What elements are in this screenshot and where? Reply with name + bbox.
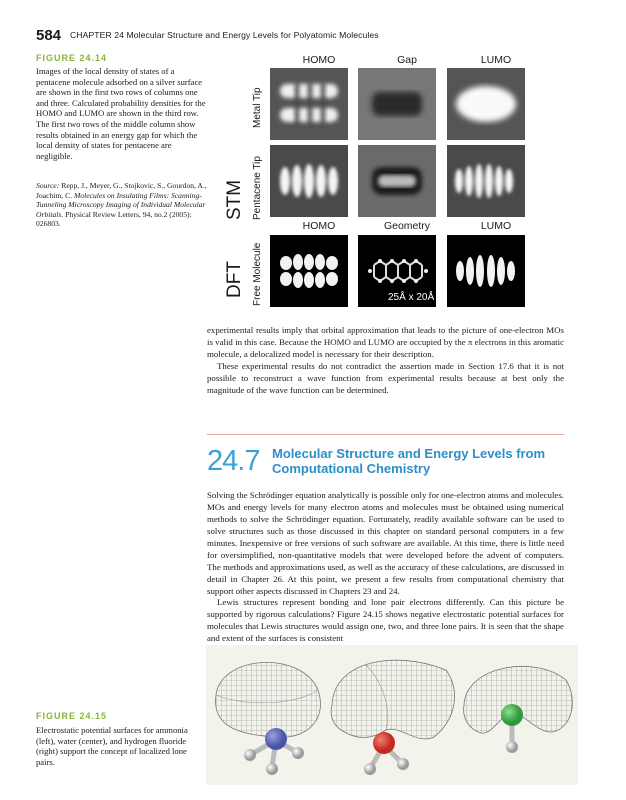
page-number: 584 <box>36 27 62 44</box>
dft-lumo-image <box>447 235 525 307</box>
stm-label: STM <box>224 179 245 220</box>
fluorine-atom <box>501 704 523 726</box>
dft-header-homo: HOMO <box>302 220 336 232</box>
stm-dft-figure <box>210 50 570 310</box>
ammonia-surface <box>216 662 321 737</box>
stm-metal-gap-image <box>358 68 436 140</box>
row-label-metal-tip: Metal Tip <box>252 87 263 128</box>
section-title: Molecular Structure and Energy Levels from Computational Chemistry <box>272 446 546 476</box>
source-title: Molecules on Insulating Films: Scanning-Tunneling Microscopy Imaging of Individual Molecular Orbitals. <box>36 190 206 219</box>
stm-pentacene-homo-image <box>270 145 348 217</box>
electrostatic-potential-figure <box>206 645 578 785</box>
paragraph-1: experimental results imply that orbital approximation that leads to the picture of one-electron MOs is valid in this case. Because the HOMO and LUMO are occupied by the π electrons in this aromatic molecule, a delocalized model is necessary for their description. <box>207 325 564 359</box>
source-label: Source: <box>36 181 60 190</box>
figure-24-15-caption: Electrostatic potential surfaces for ammonia (left), water (center), and hydrogen fluoride (right) support the concept of localized lone pairs. <box>36 725 188 767</box>
dft-homo-image <box>270 235 348 307</box>
running-head: CHAPTER 24 Molecular Structure and Energy Levels for Polyatomic Molecules <box>70 30 379 40</box>
paragraph-2: These experimental results do not contradict the assertion made in Section 17.6 that it is not possible to reconstruct a wave function from experimental results because at best only the magnitude of the wave function can be determined. <box>207 361 564 395</box>
stm-header-gap: Gap <box>397 54 417 66</box>
dft-label: DFT <box>224 261 245 298</box>
stm-header-homo: HOMO <box>302 54 336 66</box>
stm-pentacene-gap-image <box>358 145 436 217</box>
figure-24-14-label: FIGURE 24.14 <box>36 53 108 63</box>
figure-24-14-source <box>36 181 208 229</box>
stm-header-lumo: LUMO <box>480 54 512 66</box>
stm-metal-lumo-image <box>447 68 525 140</box>
row-label-free-molecule: Free Molecule <box>252 242 263 306</box>
source-authors: Repp, J., Meyer, G., Stojkovic, S., Gourdon, A., Joachim, C. <box>36 181 207 200</box>
stm-pentacene-lumo-image <box>447 145 525 217</box>
paragraph-3: Solving the Schrödinger equation analytically is possible only for one-electron atoms and molecules. MOs and energy levels for many electron atoms and molecules must be obtained using numerical methods to solve the Schrödinger equation. Fortunately, readily available software can be used to solve structures such as those discussed in this chapter on standard personal computers in a few minutes. Inexpensive or free versions of such software are available. At this time, there is little need for oversimplified, non-quantitative models that were developed before the advent of computers. The methods and approximations used, as well as the accuracy of these calculations, are discussed in detail in Chapter 26. At this point, we present a few results from computational chemistry that support other aspects discussed in Chapters 23 and 24. <box>207 490 564 596</box>
water-surface <box>331 660 454 739</box>
row-label-pentacene-tip: Pentacene Tip <box>252 156 263 220</box>
dft-header-geometry: Geometry <box>383 220 431 232</box>
nitrogen-atom <box>265 728 287 750</box>
source-journal: Physical Review Letters, 94, no.2 (2005): 026803. <box>36 209 192 229</box>
oxygen-atom <box>373 732 395 754</box>
paragraph-4: Lewis structures represent bonding and lone pair electrons differently. Can this picture be supported by rigorous calculations? Figure 24.15 shows negative electrostatic potential surfaces for molecules that Lewis structures would assign one, two, and three lone pairs. It is seen that the shape and extent of the surfaces is consistent <box>207 597 564 643</box>
section-number: 24.7 <box>207 445 260 477</box>
hydrogen-fluoride-molecule <box>501 704 523 753</box>
section-divider <box>207 434 564 435</box>
stm-metal-homo-image <box>270 68 348 140</box>
water-molecule <box>364 732 409 775</box>
figure-24-15-label: FIGURE 24.15 <box>36 711 108 721</box>
scale-label: 25Å x 20Å <box>388 292 435 303</box>
figure-24-14-caption: Images of the local density of states of a pentacene molecule adsorbed on a silver surface are shown in the first two rows of columns one and three. Calculated probability densities for the HOMO and LUMO are shown in the third row. The first two rows of the middle column show results obtained in an energy gap for which the local density of states for pentacene are negligible. <box>36 66 206 161</box>
dft-header-lumo: LUMO <box>480 220 512 232</box>
